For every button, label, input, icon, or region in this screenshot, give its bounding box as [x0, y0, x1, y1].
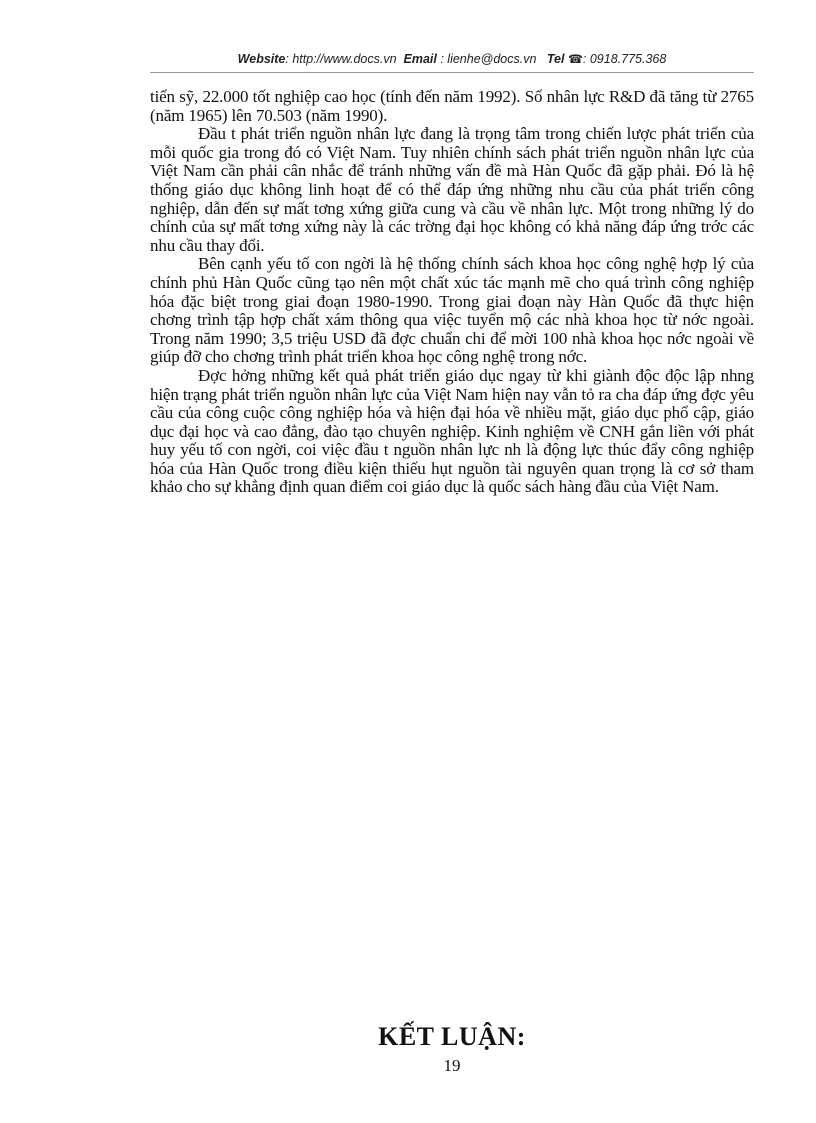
website-label: Website	[237, 52, 286, 66]
paragraph: Đầu t phát triển nguồn nhân lực đang là trọng tâm trong chiến lược phát triển của mỗi quốc gia trong đó có Việt Nam. Tuy nhiên chính sách phát triển nguồn nhân lực của Việt Nam cần phải cân nhắc để tránh những vấn đề mà Hàn Quốc đã gặp phải. Đó là hệ thống giáo dục không linh hoạt để có thể đáp ứng những nhu cầu của phát triển công nghiệp, dẫn đến sự mất tơng xứng giữa cung và cầu về nhân lực. Một trong những lý do chính của sự mất tơng xứng này là các trờng đại học không có khả năng đáp ứng trớc các nhu cầu thay đổi.	[150, 124, 754, 255]
paragraph: Bên cạnh yếu tố con ngời là hệ thống chính sách khoa học công nghệ hợp lý của chính phủ Hàn Quốc cũng tạo nên một chất xúc tác mạnh mẽ cho quá trình công nghiệp hóa đặc biệt trong giai đoạn 1980-1990. Trong giai đoạn này Hàn Quốc đã thực hiện chơng trình tập hợp chất xám thông qua việc tuyển mộ các nhà khoa học từ nớc ngoài. Trong năm 1990; 3,5 triệu USD đã đợc chuẩn chi để mời 100 nhà khoa học nớc ngoài về giúp đỡ cho chơng trình phát triển khoa học công nghệ trong nớc.	[150, 254, 754, 367]
email-label: Email	[403, 52, 437, 66]
header-divider	[150, 72, 754, 73]
email-address: : lienhe@docs.vn	[440, 52, 537, 66]
paragraph: Đợc hởng những kết quả phát triển giáo dục ngay từ khi giành độc độc lập nhng hiện trạng phát triển nguồn nhân lực của Việt Nam hiện nay vẫn tỏ ra cha đáp ứng đợc yêu cầu của công cuộc công nghiệp hóa và hiện đại hóa về nhiều mặt, giáo dục phổ cập, giáo dục đại học và cao đẳng, đào tạo chuyên nghiệp. Kinh nghiệm về CNH gắn liền với phát huy yếu tố con ngời, coi việc đầu t nguồn nhân lực nh là động lực thúc đẩy công nghiệp hóa của Hàn Quốc trong điều kiện thiếu hụt nguồn tài nguyên quan trọng là cơ sở tham khảo cho sự khẳng định quan điểm coi giáo dục là quốc sách hàng đầu của Việt Nam.	[150, 365, 754, 497]
paragraph-continuation: tiến sỹ, 22.000 tốt nghiệp cao học (tính đến năm 1992). Số nhân lực R&D đã tăng từ 2765 (năm 1965) lên 70.503 (năm 1990).	[150, 87, 754, 125]
website-url: : http://www.docs.vn	[285, 52, 397, 66]
section-title: KẾT LUẬN:	[378, 1022, 526, 1051]
page-number: 19	[443, 1056, 461, 1075]
tel-number: : 0918.775.368	[582, 52, 667, 66]
tel-label: Tel	[546, 52, 565, 66]
document-body	[150, 88, 754, 497]
page-header	[150, 52, 754, 66]
phone-icon: ☎	[567, 52, 583, 66]
